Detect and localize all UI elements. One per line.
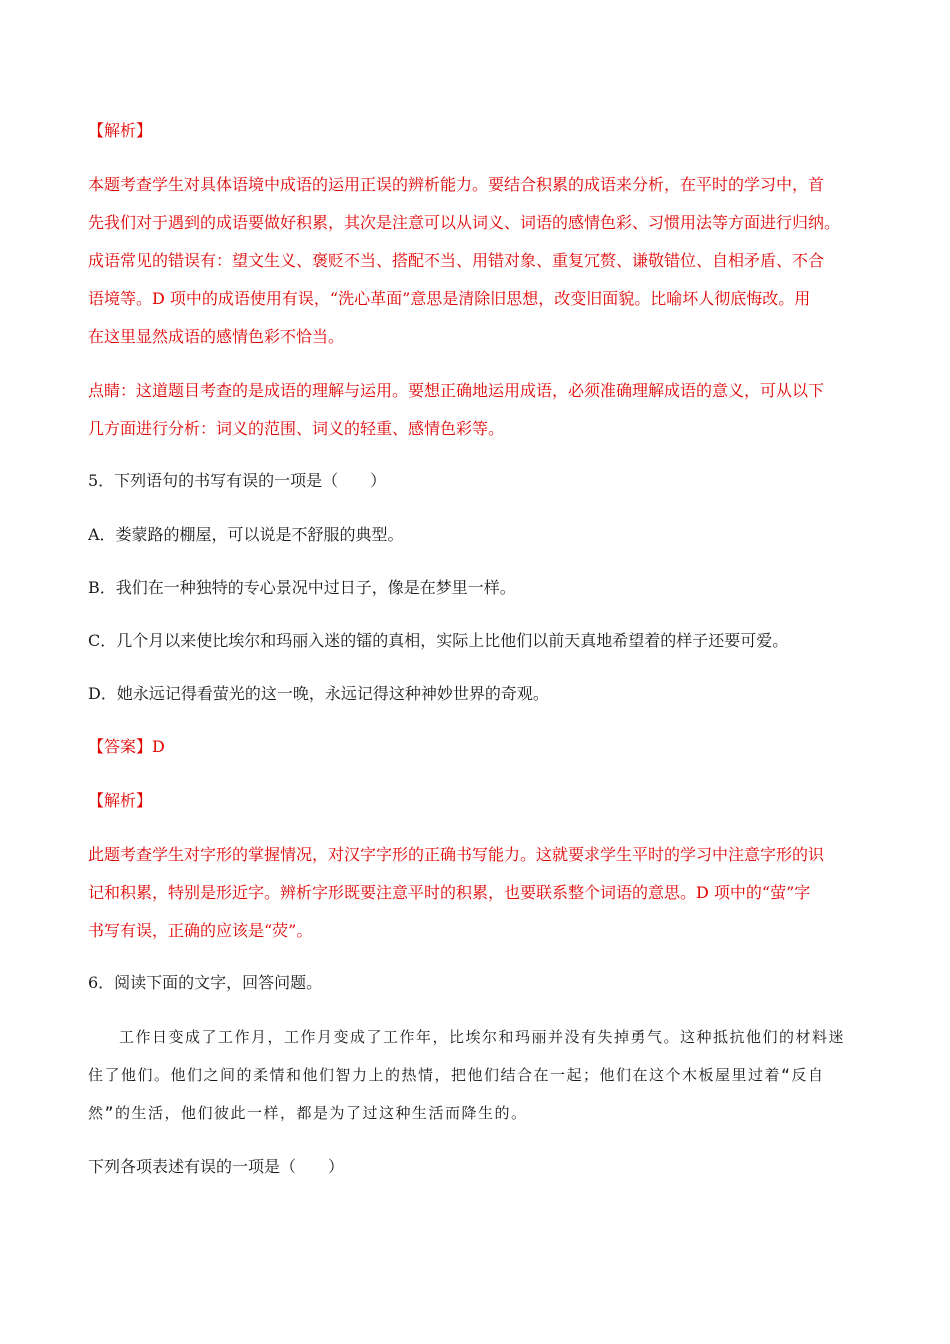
q5-option-d: D．她永远记得看萤光的这一晚，永远记得这种神妙世界的奇观。 bbox=[88, 684, 549, 703]
q5-option-c: C．几个月以来使比埃尔和玛丽入迷的镭的真相，实际上比他们以前天真地希望着的样子还要可爱。 bbox=[88, 631, 789, 650]
q6-passage-line-1: 工作日变成了工作月，工作月变成了工作年，比埃尔和玛丽并没有失掉勇气。这种抵抗他们的材料迷 bbox=[119, 1028, 846, 1046]
q6-stem: 6．阅读下面的文字，回答问题。 bbox=[88, 973, 323, 992]
q5-option-a: A．娄蒙路的棚屋，可以说是不舒服的典型。 bbox=[88, 525, 404, 544]
q5-analysis-line-3: 书写有误，正确的应该是“荧”。 bbox=[88, 921, 313, 940]
q4-analysis-line-5: 在这里显然成语的感情色彩不恰当。 bbox=[88, 327, 345, 346]
q4-tip-line-2: 几方面进行分析：词义的范围、词义的轻重、感情色彩等。 bbox=[88, 419, 505, 438]
q6-question: 下列各项表述有误的一项是（ ） bbox=[88, 1157, 345, 1176]
q5-analysis-line-1: 此题考查学生对字形的掌握情况，对汉字字形的正确书写能力。这就要求学生平时的学习中注意字形的识 bbox=[88, 845, 825, 864]
q5-option-b: B．我们在一种独特的专心景况中过日子，像是在梦里一样。 bbox=[88, 578, 516, 597]
q4-tip-line-1: 点睛：这道题目考查的是成语的理解与运用。要想正确地运用成语，必须准确理解成语的意义，可从以下 bbox=[88, 381, 825, 400]
q4-analysis-line-4: 语境等。D 项中的成语使用有误，“洗心革面”意思是清除旧思想，改变旧面貌。比喻坏人彻底悔改。用 bbox=[88, 289, 811, 308]
q6-passage-line-2: 住了他们。他们之间的柔情和他们智力上的热情，把他们结合在一起；他们在这个木板屋里过着“反自 bbox=[88, 1066, 825, 1084]
q5-answer: 【答案】D bbox=[88, 737, 165, 756]
q5-analysis-heading: 【解析】 bbox=[88, 791, 153, 810]
q6-passage-line-3: 然”的生活，他们彼此一样，都是为了过这种生活而降生的。 bbox=[88, 1104, 528, 1122]
q4-analysis-line-3: 成语常见的错误有：望文生义、褒贬不当、搭配不当、用错对象、重复冗赘、谦敬错位、自相矛盾、不合 bbox=[88, 251, 825, 270]
q5-analysis-line-2: 记和积累，特别是形近字。辨析字形既要注意平时的积累，也要联系整个词语的意思。D 项中的“萤”字 bbox=[88, 883, 811, 902]
q4-analysis-heading: 【解析】 bbox=[88, 121, 153, 140]
q4-analysis-line-1: 本题考查学生对具体语境中成语的运用正误的辨析能力。要结合积累的成语来分析，在平时的学习中，首 bbox=[88, 175, 825, 194]
q4-analysis-line-2: 先我们对于遇到的成语要做好积累，其次是注意可以从词义、词语的感情色彩、习惯用法等方面进行归纳。 bbox=[88, 213, 841, 232]
q5-stem: 5．下列语句的书写有误的一项是（ ） bbox=[88, 471, 387, 490]
